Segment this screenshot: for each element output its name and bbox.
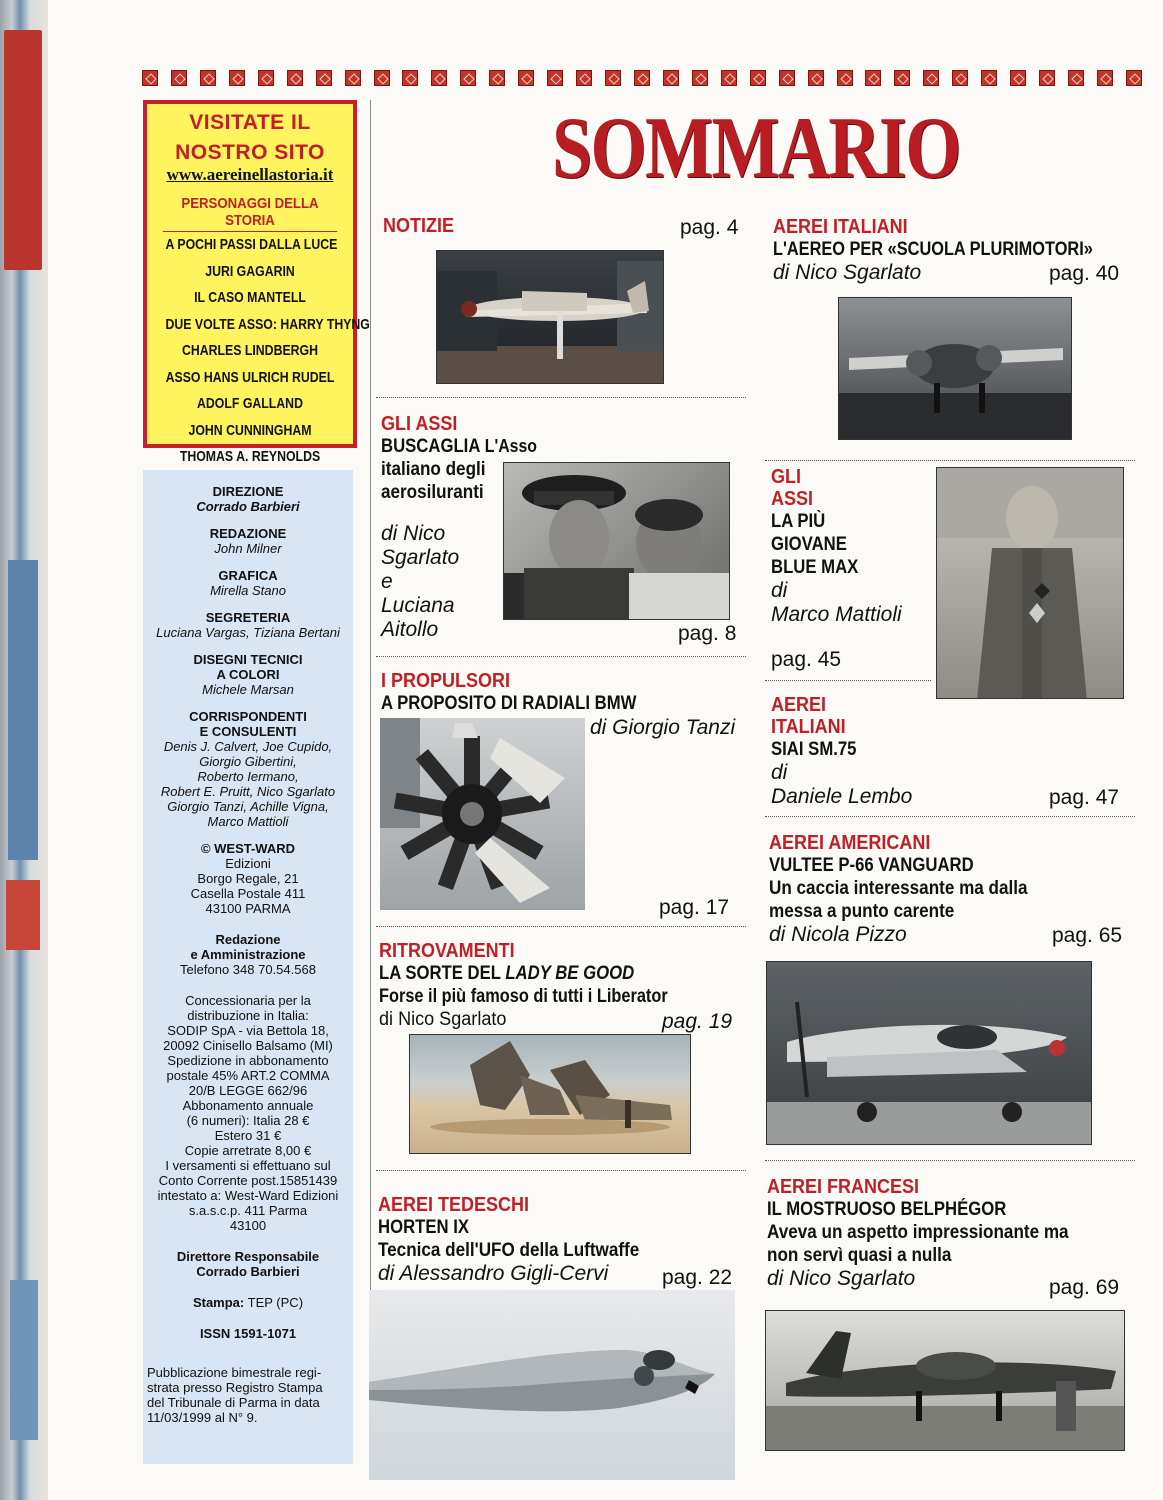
article-author: di Giorgio Tanzi	[590, 716, 736, 739]
article-desc: Aveva un aspetto impressionante ma	[767, 1222, 1069, 1243]
section-category: NOTIZIE	[383, 215, 455, 237]
article-title: A PROPOSITO DI RADIALI BMW	[381, 693, 637, 714]
article-author: Marco Mattioli	[771, 603, 902, 626]
website-promo-box	[143, 100, 370, 465]
article-title-rest: L'Asso	[480, 436, 537, 456]
article-author: di Nico Sgarlato	[773, 261, 922, 284]
credit-name: Michele Marsan	[202, 682, 294, 697]
promo-item: CHARLES LINDBERGH	[182, 342, 318, 359]
article-title: L'AEREO PER «SCUOLA PLURIMOTORI»	[773, 239, 1093, 260]
belphegor-aircraft-photo	[765, 1310, 1125, 1451]
page-number: pag. 69	[1049, 1276, 1120, 1299]
distribution-text: s.a.s.c.p. 411 Parma	[188, 1203, 308, 1218]
credit-name: Denis J. Calvert, Joe Cupido,	[163, 739, 333, 754]
promo-item: IL CASO MANTELL	[194, 289, 306, 306]
credit-role: Direttore Responsabile	[176, 1249, 320, 1264]
registration-text: strata presso Registro Stampa	[147, 1380, 323, 1395]
publisher-address: Edizioni	[225, 856, 271, 871]
decorative-border-tiles	[142, 70, 1142, 90]
distribution-text: Concessionaria per la	[185, 993, 311, 1008]
credit-role: DIREZIONE	[212, 484, 284, 499]
article-author: di Nico	[381, 522, 446, 545]
credit-name: Roberto Iermano,	[197, 769, 299, 784]
page-number: pag. 17	[659, 896, 730, 919]
separator	[765, 816, 1135, 817]
credit-name: Luciana Vargas, Tiziana Bertani	[156, 625, 340, 640]
credit-name: John Milner	[214, 541, 282, 556]
desert-wreck-photo	[409, 1034, 691, 1154]
radial-engine-photo	[380, 718, 585, 910]
credit-role: Redazione	[215, 932, 281, 947]
promo-item: ADOLF GALLAND	[197, 395, 303, 412]
toc-entry-notizie[interactable]	[383, 215, 462, 237]
article-desc: messa a punto carente	[769, 901, 955, 922]
article-author: di Nico Sgarlato	[767, 1267, 916, 1290]
credit-role: REDAZIONE	[209, 526, 287, 541]
distribution-text: Estero 31 €	[214, 1128, 282, 1143]
distribution-text: Copie arretrate 8,00 €	[184, 1143, 312, 1158]
page-number: pag. 19	[662, 1010, 733, 1033]
article-title: HORTEN IX	[378, 1217, 470, 1238]
promo-item: ASSO HANS ULRICH RUDEL	[165, 368, 335, 386]
article-author: e	[381, 570, 393, 593]
credit-role: e Amministrazione	[190, 947, 306, 962]
credit-role: DISEGNI TECNICI	[193, 652, 303, 667]
distribution-text: SODIP SpA - via Bettola 18,	[167, 1023, 329, 1038]
article-author: di Nico Sgarlato	[379, 1009, 507, 1030]
publisher-address: Casella Postale 411	[190, 886, 306, 901]
distribution-text: distribuzione in Italia:	[187, 1008, 309, 1023]
promo-item: A POCHI PASSI DALLA LUCE	[165, 236, 338, 253]
promo-subtitle: PERSONAGGI DELLA STORIA	[163, 195, 337, 232]
toc-entry-vanguard[interactable]	[769, 832, 1056, 947]
promo-line-1: VISITATE IL	[189, 111, 311, 134]
article-title: SIAI SM.75	[771, 739, 857, 760]
distribution-text: (6 numeri): Italia 28 €	[186, 1113, 310, 1128]
issn-number: ISSN 1591-1071	[199, 1326, 297, 1341]
article-author: di	[771, 579, 788, 602]
article-author: Aitollo	[381, 618, 439, 641]
article-title-italic: LADY BE GOOD	[505, 963, 635, 984]
page-number: pag. 22	[662, 1266, 733, 1289]
article-title: LA SORTE DEL	[379, 963, 506, 984]
promo-item: DUE VOLTE ASSO: HARRY THYNG	[165, 315, 370, 333]
promo-line-2: NOSTRO SITO	[175, 141, 325, 164]
credit-name: Robert E. Pruitt, Nico Sgarlato	[160, 784, 336, 799]
page-number: pag. 65	[1052, 924, 1123, 947]
column-divider	[370, 100, 371, 1480]
credit-role: E CONSULENTI	[199, 724, 297, 739]
distribution-text: I versamenti si effettuano sul	[165, 1158, 331, 1173]
credit-role: GRAFICA	[218, 568, 278, 583]
credit-role: Stampa:	[192, 1295, 245, 1310]
magazine-spine	[0, 0, 48, 1500]
toc-entry-sm75[interactable]	[771, 694, 912, 809]
registration-text: del Tribunale di Parma in data	[147, 1395, 320, 1410]
article-title: BLUE MAX	[771, 557, 859, 578]
page-number: pag. 4	[680, 216, 739, 239]
distribution-text: Conto Corrente post.15851439	[158, 1173, 338, 1188]
credit-name: Giorgio Gibertini,	[199, 754, 297, 769]
young-pilot-portrait-photo	[936, 467, 1124, 699]
section-category: AEREI TEDESCHI	[378, 1194, 530, 1216]
separator	[376, 656, 746, 657]
credit-name: Giorgio Tanzi, Achille Vigna,	[167, 799, 329, 814]
credit-role: CORRISPONDENTI	[189, 709, 307, 724]
section-category: ITALIANI	[771, 716, 846, 738]
promo-item: THOMAS A. REYNOLDS	[179, 448, 321, 465]
article-author: Luciana	[381, 594, 455, 617]
article-title: VULTEE P-66 VANGUARD	[769, 855, 974, 876]
section-category: AEREI ITALIANI	[773, 216, 908, 238]
credit-name: Corrado Barbieri	[196, 1264, 300, 1279]
pilots-portrait-photo	[503, 462, 730, 620]
p66-vanguard-photo	[766, 961, 1092, 1145]
section-category: GLI ASSI	[381, 413, 458, 435]
separator	[765, 1160, 1135, 1161]
article-author: Sgarlato	[381, 546, 460, 569]
article-title: IL MOSTRUOSO BELPHÉGOR	[767, 1199, 1007, 1220]
section-category: AEREI AMERICANI	[769, 832, 931, 854]
article-desc: non servì quasi a nulla	[767, 1245, 952, 1266]
section-category: RITROVAMENTI	[379, 940, 515, 962]
publisher-address: Borgo Regale, 21	[197, 871, 299, 886]
publisher-name: © WEST-WARD	[200, 841, 296, 856]
separator	[765, 460, 1135, 461]
distribution-text: 43100	[229, 1218, 267, 1233]
article-author: di Alessandro Gigli-Cervi	[378, 1262, 609, 1285]
page-number: pag. 47	[1049, 786, 1120, 809]
distribution-text: 20/B LEGGE 662/96	[188, 1083, 308, 1098]
article-title: GIOVANE	[771, 534, 847, 555]
page-title: SOMMARIO	[552, 100, 960, 197]
section-category: AEREI	[771, 694, 827, 716]
article-title: BUSCAGLIA	[381, 436, 481, 457]
page-number: pag. 45	[771, 648, 842, 671]
credit-name: Corrado Barbieri	[196, 499, 300, 514]
section-category: I PROPULSORI	[381, 670, 511, 692]
registration-text: 11/03/1999 al N° 9.	[147, 1410, 258, 1425]
separator	[765, 680, 931, 681]
promo-item: JURI GAGARIN	[205, 262, 295, 280]
masthead-credits	[143, 470, 353, 1464]
promo-item: JOHN CUNNINGHAM	[188, 421, 312, 439]
article-desc: Un caccia interessante ma dalla	[769, 878, 1028, 899]
section-category: ASSI	[771, 488, 814, 510]
distribution-text: Spedizione in abbonamento	[167, 1053, 329, 1068]
article-desc: aerosiluranti	[381, 482, 484, 503]
credit-role: SEGRETERIA	[205, 610, 291, 625]
registration-text: Pubblicazione bimestrale regi-	[147, 1365, 322, 1380]
section-category: GLI	[771, 466, 802, 488]
horten-flying-wing-illustration	[369, 1290, 735, 1480]
page-number: pag. 40	[1049, 262, 1120, 285]
promo-url-link[interactable]: www.aereinellastoria.it	[166, 165, 334, 184]
toc-entry-horten[interactable]	[378, 1194, 668, 1286]
toc-entry-propulsori[interactable]	[381, 670, 671, 715]
separator	[376, 926, 746, 927]
plane-museum-photo	[436, 250, 664, 384]
section-category: AEREI FRANCESI	[767, 1176, 920, 1198]
twin-engine-aircraft-photo	[838, 297, 1072, 440]
article-desc: italiano degli	[381, 459, 486, 480]
distribution-text: postale 45% ART.2 COMMA	[166, 1068, 330, 1083]
publisher-address: 43100 PARMA	[205, 901, 291, 916]
printer-name: TEP (PC)	[247, 1295, 304, 1310]
phone-number: Telefono 348 70.54.568	[180, 962, 316, 977]
distribution-text: intestato a: West-Ward Edizioni	[157, 1188, 339, 1203]
toc-entry-blue-max[interactable]	[771, 466, 902, 627]
credit-role: A COLORI	[216, 667, 280, 682]
distribution-text: Abbonamento annuale	[182, 1098, 314, 1113]
article-author: di	[771, 761, 788, 784]
toc-entry-belphegor[interactable]	[767, 1176, 1102, 1291]
credit-name: Marco Mattioli	[207, 814, 289, 829]
credit-name: Mirella Stano	[210, 583, 286, 598]
article-desc: Forse il più famoso di tutti i Liberator	[379, 986, 668, 1007]
article-desc: Tecnica dell'UFO della Luftwaffe	[378, 1240, 640, 1261]
separator	[376, 397, 746, 398]
article-author: di Nicola Pizzo	[769, 923, 907, 946]
separator	[376, 1170, 746, 1171]
article-author: Daniele Lembo	[771, 785, 913, 808]
page-number: pag. 8	[678, 622, 737, 645]
distribution-text: 20092 Cinisello Balsamo (MI)	[163, 1038, 333, 1053]
article-title: LA PIÙ	[771, 511, 826, 532]
